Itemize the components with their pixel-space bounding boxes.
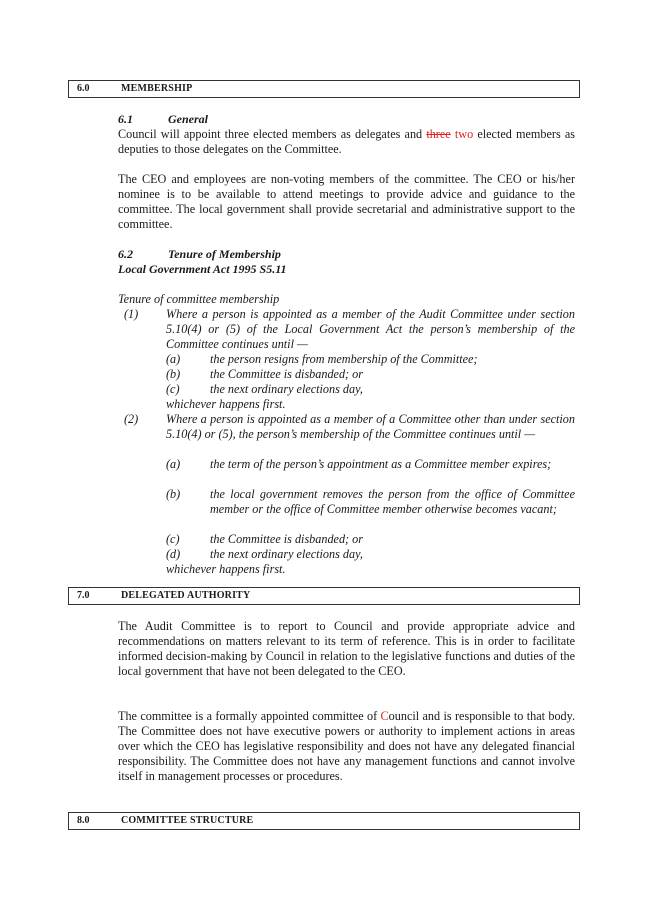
section-number: 7.0 bbox=[77, 590, 90, 601]
act-reference: Local Government Act 1995 S5.11 bbox=[118, 262, 287, 276]
subclause-number: (c) bbox=[166, 382, 180, 396]
paragraph-delegates bbox=[118, 127, 575, 157]
paragraph-ceo-role: The CEO and employees are non-voting members of the committee. The CEO or his/her nominee is to be available to attend meetings to provide advice and guidance to the committee. The local government shall provide secretarial and administrative support to the committee. bbox=[118, 172, 575, 231]
inserted-text: two bbox=[454, 127, 474, 141]
subsection-number: 6.2 bbox=[118, 247, 133, 261]
paragraph-text: elected members as deputies to those delegates on the Committee. bbox=[118, 127, 576, 156]
tenure-heading: Tenure of committee membership bbox=[118, 292, 280, 306]
clause-text: Where a person is appointed as a member of a Committee other than under section 5.10(4) or (5), the person’s membership of the Committee continues until — bbox=[166, 412, 575, 441]
section-title: MEMBERSHIP bbox=[121, 83, 193, 94]
subclause-text: the term of the person’s appointment as a Committee member expires; bbox=[210, 457, 552, 471]
paragraph-reporting: The Audit Committee is to report to Council and provide appropriate advice and recommendations on matters relevant to its term of reference. This is in order to facilitate informed decision-making by Council in relation to the legislative functions and duties of the local government that have not been delegated to the CEO. bbox=[118, 619, 575, 678]
section-number: 8.0 bbox=[77, 815, 90, 826]
subclause-number: (a) bbox=[166, 457, 181, 471]
subclause-number: (c) bbox=[166, 532, 180, 546]
clause-text: Where a person is appointed as a member of the Audit Committee under section 5.10(4) or (5) of the Local Government Act the person’s membership of the Committee continues until — bbox=[166, 307, 575, 351]
subsection-title: Tenure of Membership bbox=[168, 247, 281, 261]
clause-end: whichever happens first. bbox=[166, 562, 286, 576]
subclause-text: the local government removes the person from the office of Committee member or the office of Committee member otherwise becomes vacant; bbox=[210, 487, 575, 516]
subclause-text: the person resigns from membership of the Committee; bbox=[210, 352, 478, 366]
subclause-text: the Committee is disbanded; or bbox=[210, 532, 364, 546]
subclause-number: (d) bbox=[166, 547, 181, 561]
section-title: DELEGATED AUTHORITY bbox=[121, 590, 251, 601]
section-header-committee-structure bbox=[68, 812, 580, 830]
subsection-heading-general bbox=[118, 112, 208, 127]
subclause-number: (b) bbox=[166, 487, 181, 501]
paragraph-text: ouncil and is responsible to that body. The Committee does not have executive powers or authority to implement actions in areas over which the CEO has legislative responsibility and does not have any delegated financial responsibility. The Committee does not have any management functions and cannot involve itself in management processes or procedures. bbox=[118, 709, 575, 783]
paragraph-text: The committee is a formally appointed committee of bbox=[118, 709, 378, 723]
paragraph-text: Council will appoint three elected members as delegates and bbox=[118, 127, 423, 141]
clause-number: (2) bbox=[124, 412, 139, 426]
subsection-title: General bbox=[168, 112, 208, 126]
subclause-text: the Committee is disbanded; or bbox=[210, 367, 364, 381]
inserted-text: C bbox=[380, 709, 389, 723]
subclause-text: the next ordinary elections day, bbox=[210, 382, 363, 396]
section-number: 6.0 bbox=[77, 83, 90, 94]
struck-text: three bbox=[426, 127, 451, 141]
section-header-delegated-authority bbox=[68, 587, 580, 605]
subsection-heading-tenure bbox=[118, 247, 281, 262]
section-header-membership bbox=[68, 80, 580, 98]
subclause-number: (a) bbox=[166, 352, 181, 366]
subclause-text: the next ordinary elections day, bbox=[210, 547, 363, 561]
subsection-number: 6.1 bbox=[118, 112, 133, 126]
subclause-number: (b) bbox=[166, 367, 181, 381]
clause-end: whichever happens first. bbox=[166, 397, 286, 411]
clause-number: (1) bbox=[124, 307, 139, 321]
paragraph-committee-powers bbox=[118, 709, 575, 784]
section-title: COMMITTEE STRUCTURE bbox=[121, 815, 254, 826]
